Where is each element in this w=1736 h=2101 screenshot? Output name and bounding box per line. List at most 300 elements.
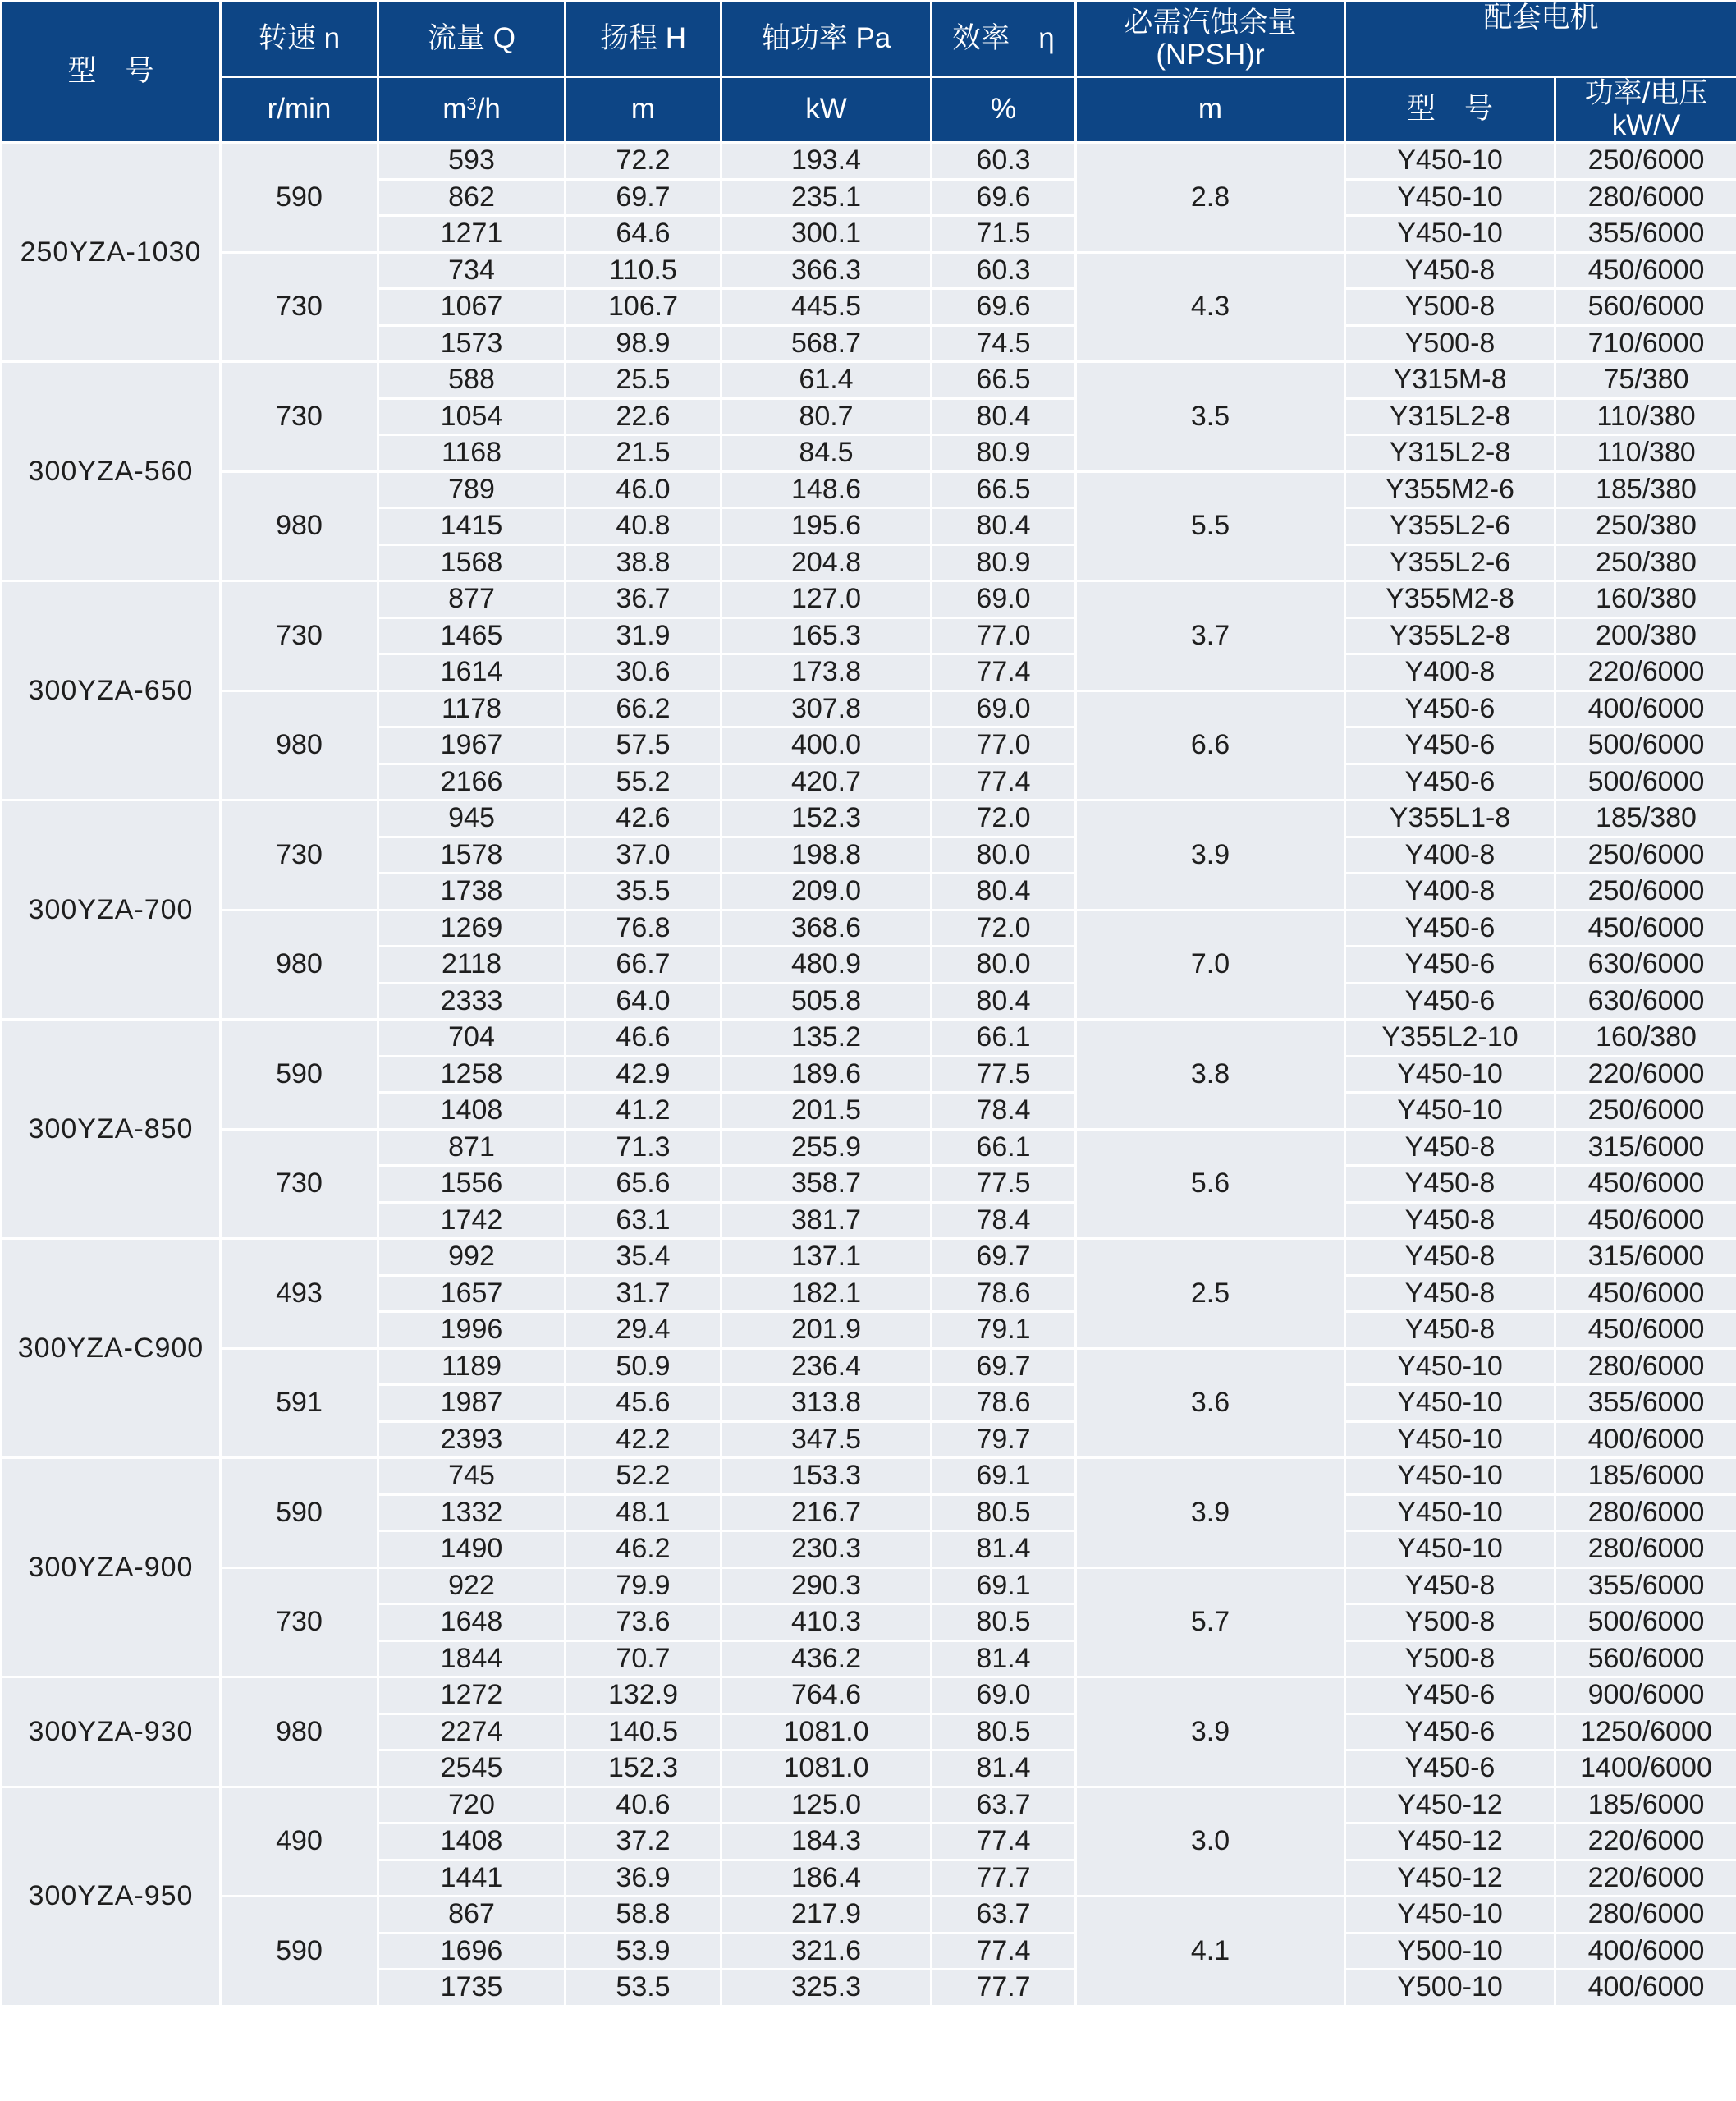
head-cell: 42.2 <box>566 1421 721 1458</box>
header-motor-power-line2: kW/V <box>1611 108 1681 141</box>
efficiency-cell: 80.4 <box>932 508 1076 545</box>
efficiency-cell: 77.0 <box>932 617 1076 654</box>
head-cell: 110.5 <box>566 252 721 289</box>
head-cell: 64.0 <box>566 983 721 1020</box>
shaft-power-cell: 201.5 <box>721 1093 932 1130</box>
shaft-power-cell: 135.2 <box>721 1020 932 1057</box>
shaft-power-cell: 152.3 <box>721 800 932 837</box>
motor-power-cell: 315/6000 <box>1555 1239 1736 1276</box>
motor-power-cell: 400/6000 <box>1555 1421 1736 1458</box>
head-cell: 55.2 <box>566 764 721 800</box>
motor-power-cell: 400/6000 <box>1555 1970 1736 2007</box>
motor-power-cell: 220/6000 <box>1555 1860 1736 1897</box>
npsh-cell: 3.6 <box>1076 1348 1345 1458</box>
speed-cell: 730 <box>221 1129 378 1239</box>
motor-model-cell: Y500-10 <box>1345 1933 1555 1970</box>
head-cell: 36.9 <box>566 1860 721 1897</box>
motor-model-cell: Y355L2-8 <box>1345 617 1555 654</box>
unit-npsh: m <box>1076 77 1345 143</box>
head-cell: 73.6 <box>566 1604 721 1641</box>
motor-model-cell: Y355L2-6 <box>1345 508 1555 545</box>
motor-model-cell: Y450-8 <box>1345 1239 1555 1276</box>
head-cell: 37.0 <box>566 837 721 874</box>
efficiency-cell: 72.0 <box>932 800 1076 837</box>
motor-model-cell: Y450-8 <box>1345 1166 1555 1203</box>
head-cell: 140.5 <box>566 1713 721 1750</box>
motor-power-cell: 500/6000 <box>1555 1604 1736 1641</box>
unit-flow-tail: /h <box>476 93 501 126</box>
flow-cell: 1490 <box>378 1531 566 1568</box>
flow-cell: 1332 <box>378 1494 566 1531</box>
motor-power-cell: 355/6000 <box>1555 1385 1736 1422</box>
table-row <box>2 1567 1736 1604</box>
flow-cell: 720 <box>378 1787 566 1823</box>
efficiency-cell: 69.0 <box>932 690 1076 727</box>
motor-power-cell: 450/6000 <box>1555 252 1736 289</box>
shaft-power-cell: 568.7 <box>721 325 932 362</box>
flow-cell: 745 <box>378 1458 566 1495</box>
flow-cell: 1168 <box>378 435 566 472</box>
motor-model-cell: Y315L2-8 <box>1345 435 1555 472</box>
efficiency-cell: 63.7 <box>932 1897 1076 1934</box>
head-cell: 40.8 <box>566 508 721 545</box>
flow-cell: 1258 <box>378 1056 566 1093</box>
flow-cell: 1054 <box>378 398 566 435</box>
efficiency-cell: 77.7 <box>932 1860 1076 1897</box>
flow-cell: 2166 <box>378 764 566 800</box>
head-cell: 35.4 <box>566 1239 721 1276</box>
shaft-power-cell: 217.9 <box>721 1897 932 1934</box>
speed-cell: 591 <box>221 1348 378 1458</box>
efficiency-cell: 80.5 <box>932 1494 1076 1531</box>
head-cell: 66.7 <box>566 947 721 984</box>
table-row <box>2 1677 1736 1714</box>
head-cell: 25.5 <box>566 362 721 399</box>
header-motor-power-line1: 功率/电压 <box>1584 77 1708 109</box>
table-row <box>2 143 1736 180</box>
speed-cell: 493 <box>221 1239 378 1349</box>
table-row <box>2 252 1736 289</box>
flow-cell: 992 <box>378 1239 566 1276</box>
efficiency-cell: 81.4 <box>932 1750 1076 1787</box>
speed-cell: 730 <box>221 1567 378 1677</box>
motor-power-cell: 710/6000 <box>1555 325 1736 362</box>
efficiency-cell: 77.4 <box>932 764 1076 800</box>
flow-cell: 1408 <box>378 1093 566 1130</box>
motor-model-cell: Y500-8 <box>1345 289 1555 326</box>
efficiency-cell: 80.0 <box>932 837 1076 874</box>
header-shaft-power: 轴功率 Pa <box>721 2 932 77</box>
header-npsh-line2: (NPSH)r <box>1156 38 1265 71</box>
shaft-power-cell: 148.6 <box>721 471 932 508</box>
head-cell: 50.9 <box>566 1348 721 1385</box>
shaft-power-cell: 209.0 <box>721 874 932 911</box>
motor-power-cell: 900/6000 <box>1555 1677 1736 1714</box>
speed-cell: 730 <box>221 252 378 362</box>
speed-cell: 490 <box>221 1787 378 1897</box>
efficiency-cell: 78.4 <box>932 1093 1076 1130</box>
motor-power-cell: 250/6000 <box>1555 1093 1736 1130</box>
efficiency-cell: 78.6 <box>932 1275 1076 1312</box>
flow-cell: 922 <box>378 1567 566 1604</box>
efficiency-cell: 80.5 <box>932 1713 1076 1750</box>
motor-model-cell: Y450-6 <box>1345 983 1555 1020</box>
speed-cell: 980 <box>221 1677 378 1787</box>
table-row <box>2 362 1736 399</box>
motor-model-cell: Y400-8 <box>1345 654 1555 691</box>
flow-cell: 704 <box>378 1020 566 1057</box>
speed-cell: 730 <box>221 800 378 911</box>
npsh-cell: 3.7 <box>1076 581 1345 691</box>
motor-power-cell: 280/6000 <box>1555 1897 1736 1934</box>
head-cell: 53.5 <box>566 1970 721 2007</box>
shaft-power-cell: 198.8 <box>721 837 932 874</box>
flow-cell: 2274 <box>378 1713 566 1750</box>
head-cell: 72.2 <box>566 143 721 180</box>
table-row <box>2 800 1736 837</box>
table-row <box>2 1787 1736 1823</box>
npsh-cell: 3.8 <box>1076 1020 1345 1130</box>
speed-cell: 980 <box>221 471 378 581</box>
speed-cell: 730 <box>221 581 378 691</box>
motor-model-cell: Y450-10 <box>1345 1421 1555 1458</box>
motor-model-cell: Y355M2-8 <box>1345 581 1555 618</box>
efficiency-cell: 77.0 <box>932 727 1076 764</box>
efficiency-cell: 69.1 <box>932 1458 1076 1495</box>
motor-power-cell: 400/6000 <box>1555 1933 1736 1970</box>
model-cell: 300YZA-900 <box>2 1458 221 1677</box>
head-cell: 41.2 <box>566 1093 721 1130</box>
model-cell: 250YZA-1030 <box>2 143 221 362</box>
motor-model-cell: Y450-6 <box>1345 1677 1555 1714</box>
flow-cell: 2545 <box>378 1750 566 1787</box>
header-head: 扬程 H <box>566 2 721 77</box>
header-speed: 转速 n <box>221 2 378 77</box>
efficiency-cell: 63.7 <box>932 1787 1076 1823</box>
unit-shaft-power: kW <box>721 77 932 143</box>
efficiency-cell: 80.9 <box>932 544 1076 581</box>
efficiency-cell: 80.5 <box>932 1604 1076 1641</box>
shaft-power-cell: 137.1 <box>721 1239 932 1276</box>
motor-power-cell: 250/6000 <box>1555 874 1736 911</box>
head-cell: 69.7 <box>566 179 721 216</box>
motor-model-cell: Y500-8 <box>1345 325 1555 362</box>
shaft-power-cell: 366.3 <box>721 252 932 289</box>
shaft-power-cell: 184.3 <box>721 1823 932 1860</box>
header-motor-model: 型 号 <box>1345 77 1555 143</box>
shaft-power-cell: 290.3 <box>721 1567 932 1604</box>
flow-cell: 1441 <box>378 1860 566 1897</box>
motor-power-cell: 500/6000 <box>1555 727 1736 764</box>
flow-cell: 1556 <box>378 1166 566 1203</box>
motor-model-cell: Y315M-8 <box>1345 362 1555 399</box>
shaft-power-cell: 165.3 <box>721 617 932 654</box>
flow-cell: 588 <box>378 362 566 399</box>
efficiency-cell: 69.6 <box>932 289 1076 326</box>
table-row <box>2 1348 1736 1385</box>
motor-power-cell: 450/6000 <box>1555 910 1736 947</box>
efficiency-cell: 78.4 <box>932 1202 1076 1239</box>
flow-cell: 2333 <box>378 983 566 1020</box>
shaft-power-cell: 127.0 <box>721 581 932 618</box>
table-row <box>2 690 1736 727</box>
motor-model-cell: Y315L2-8 <box>1345 398 1555 435</box>
motor-power-cell: 220/6000 <box>1555 1056 1736 1093</box>
shaft-power-cell: 347.5 <box>721 1421 932 1458</box>
motor-power-cell: 315/6000 <box>1555 1129 1736 1166</box>
head-cell: 35.5 <box>566 874 721 911</box>
motor-model-cell: Y450-12 <box>1345 1787 1555 1823</box>
efficiency-cell: 69.1 <box>932 1567 1076 1604</box>
motor-power-cell: 630/6000 <box>1555 947 1736 984</box>
efficiency-cell: 69.7 <box>932 1348 1076 1385</box>
flow-cell: 734 <box>378 252 566 289</box>
npsh-cell: 3.9 <box>1076 1458 1345 1568</box>
flow-cell: 867 <box>378 1897 566 1934</box>
flow-cell: 1568 <box>378 544 566 581</box>
shaft-power-cell: 125.0 <box>721 1787 932 1823</box>
head-cell: 36.7 <box>566 581 721 618</box>
flow-cell: 1272 <box>378 1677 566 1714</box>
speed-cell: 730 <box>221 362 378 472</box>
efficiency-cell: 74.5 <box>932 325 1076 362</box>
shaft-power-cell: 61.4 <box>721 362 932 399</box>
efficiency-cell: 77.4 <box>932 1823 1076 1860</box>
motor-power-cell: 185/380 <box>1555 800 1736 837</box>
flow-cell: 1189 <box>378 1348 566 1385</box>
shaft-power-cell: 480.9 <box>721 947 932 984</box>
shaft-power-cell: 400.0 <box>721 727 932 764</box>
efficiency-cell: 77.4 <box>932 654 1076 691</box>
flow-cell: 1738 <box>378 874 566 911</box>
flow-cell: 1967 <box>378 727 566 764</box>
header-npsh <box>1076 2 1345 77</box>
flow-cell: 1178 <box>378 690 566 727</box>
efficiency-cell: 69.0 <box>932 1677 1076 1714</box>
head-cell: 38.8 <box>566 544 721 581</box>
header-motor: 配套电机 <box>1345 2 1736 77</box>
shaft-power-cell: 410.3 <box>721 1604 932 1641</box>
motor-model-cell: Y450-6 <box>1345 947 1555 984</box>
flow-cell: 1269 <box>378 910 566 947</box>
unit-speed: r/min <box>221 77 378 143</box>
head-cell: 46.2 <box>566 1531 721 1568</box>
table-row <box>2 471 1736 508</box>
table-row <box>2 1458 1736 1495</box>
head-cell: 66.2 <box>566 690 721 727</box>
flow-cell: 2393 <box>378 1421 566 1458</box>
flow-cell: 1996 <box>378 1312 566 1349</box>
motor-power-cell: 450/6000 <box>1555 1312 1736 1349</box>
head-cell: 40.6 <box>566 1787 721 1823</box>
efficiency-cell: 60.3 <box>932 252 1076 289</box>
speed-cell: 590 <box>221 143 378 253</box>
table-body <box>2 143 1736 2007</box>
motor-power-cell: 450/6000 <box>1555 1275 1736 1312</box>
head-cell: 71.3 <box>566 1129 721 1166</box>
unit-flow <box>378 77 566 143</box>
head-cell: 106.7 <box>566 289 721 326</box>
shaft-power-cell: 358.7 <box>721 1166 932 1203</box>
flow-cell: 2118 <box>378 947 566 984</box>
motor-power-cell: 280/6000 <box>1555 1531 1736 1568</box>
shaft-power-cell: 1081.0 <box>721 1713 932 1750</box>
motor-power-cell: 250/6000 <box>1555 837 1736 874</box>
head-cell: 70.7 <box>566 1640 721 1677</box>
head-cell: 21.5 <box>566 435 721 472</box>
motor-model-cell: Y355M2-6 <box>1345 471 1555 508</box>
shaft-power-cell: 445.5 <box>721 289 932 326</box>
motor-model-cell: Y450-8 <box>1345 1202 1555 1239</box>
motor-power-cell: 75/380 <box>1555 362 1736 399</box>
npsh-cell: 3.9 <box>1076 1677 1345 1787</box>
motor-power-cell: 450/6000 <box>1555 1166 1736 1203</box>
flow-cell: 1696 <box>378 1933 566 1970</box>
shaft-power-cell: 420.7 <box>721 764 932 800</box>
flow-cell: 789 <box>378 471 566 508</box>
flow-cell: 1067 <box>378 289 566 326</box>
motor-power-cell: 185/6000 <box>1555 1787 1736 1823</box>
motor-model-cell: Y400-8 <box>1345 874 1555 911</box>
efficiency-cell: 66.5 <box>932 362 1076 399</box>
flow-cell: 1742 <box>378 1202 566 1239</box>
efficiency-cell: 80.0 <box>932 947 1076 984</box>
motor-power-cell: 355/6000 <box>1555 1567 1736 1604</box>
head-cell: 132.9 <box>566 1677 721 1714</box>
unit-efficiency: % <box>932 77 1076 143</box>
flow-cell: 1415 <box>378 508 566 545</box>
head-cell: 57.5 <box>566 727 721 764</box>
npsh-cell: 3.0 <box>1076 1787 1345 1897</box>
shaft-power-cell: 325.3 <box>721 1970 932 2007</box>
header-model: 型 号 <box>2 2 221 143</box>
model-cell: 300YZA-C900 <box>2 1239 221 1458</box>
flow-cell: 871 <box>378 1129 566 1166</box>
model-cell: 300YZA-650 <box>2 581 221 800</box>
shaft-power-cell: 235.1 <box>721 179 932 216</box>
header-efficiency: 效率 η <box>932 2 1076 77</box>
motor-model-cell: Y450-10 <box>1345 143 1555 180</box>
motor-model-cell: Y500-8 <box>1345 1604 1555 1641</box>
shaft-power-cell: 182.1 <box>721 1275 932 1312</box>
motor-model-cell: Y450-8 <box>1345 1312 1555 1349</box>
shaft-power-cell: 1081.0 <box>721 1750 932 1787</box>
motor-model-cell: Y450-8 <box>1345 1275 1555 1312</box>
model-cell: 300YZA-850 <box>2 1020 221 1239</box>
head-cell: 37.2 <box>566 1823 721 1860</box>
motor-model-cell: Y450-10 <box>1345 1531 1555 1568</box>
model-cell: 300YZA-560 <box>2 362 221 581</box>
npsh-cell: 5.7 <box>1076 1567 1345 1677</box>
flow-cell: 1844 <box>378 1640 566 1677</box>
motor-power-cell: 200/380 <box>1555 617 1736 654</box>
motor-model-cell: Y355L2-10 <box>1345 1020 1555 1057</box>
efficiency-cell: 77.5 <box>932 1056 1076 1093</box>
flow-cell: 1648 <box>378 1604 566 1641</box>
motor-power-cell: 160/380 <box>1555 1020 1736 1057</box>
flow-cell: 945 <box>378 800 566 837</box>
flow-cell: 1573 <box>378 325 566 362</box>
flow-cell: 1987 <box>378 1385 566 1422</box>
npsh-cell: 4.3 <box>1076 252 1345 362</box>
flow-cell: 877 <box>378 581 566 618</box>
npsh-cell: 4.1 <box>1076 1897 1345 2007</box>
flow-cell: 1614 <box>378 654 566 691</box>
header-flow: 流量 Q <box>378 2 566 77</box>
shaft-power-cell: 153.3 <box>721 1458 932 1495</box>
motor-power-cell: 560/6000 <box>1555 1640 1736 1677</box>
motor-power-cell: 220/6000 <box>1555 1823 1736 1860</box>
motor-model-cell: Y450-6 <box>1345 764 1555 800</box>
head-cell: 58.8 <box>566 1897 721 1934</box>
npsh-cell: 5.5 <box>1076 471 1345 581</box>
efficiency-cell: 69.0 <box>932 581 1076 618</box>
header-motor-power <box>1555 77 1736 143</box>
table-row <box>2 1239 1736 1276</box>
shaft-power-cell: 195.6 <box>721 508 932 545</box>
shaft-power-cell: 230.3 <box>721 1531 932 1568</box>
npsh-cell: 2.5 <box>1076 1239 1345 1349</box>
efficiency-cell: 69.7 <box>932 1239 1076 1276</box>
efficiency-cell: 78.6 <box>932 1385 1076 1422</box>
efficiency-cell: 80.9 <box>932 435 1076 472</box>
shaft-power-cell: 201.9 <box>721 1312 932 1349</box>
shaft-power-cell: 204.8 <box>721 544 932 581</box>
motor-model-cell: Y450-6 <box>1345 690 1555 727</box>
shaft-power-cell: 80.7 <box>721 398 932 435</box>
motor-power-cell: 450/6000 <box>1555 1202 1736 1239</box>
motor-power-cell: 280/6000 <box>1555 1494 1736 1531</box>
shaft-power-cell: 381.7 <box>721 1202 932 1239</box>
head-cell: 31.9 <box>566 617 721 654</box>
model-cell: 300YZA-930 <box>2 1677 221 1787</box>
speed-cell: 590 <box>221 1458 378 1568</box>
table-header <box>2 2 1736 143</box>
flow-cell: 593 <box>378 143 566 180</box>
motor-power-cell: 280/6000 <box>1555 1348 1736 1385</box>
motor-power-cell: 220/6000 <box>1555 654 1736 691</box>
table-row <box>2 1897 1736 1934</box>
flow-cell: 1271 <box>378 216 566 253</box>
motor-model-cell: Y450-10 <box>1345 1093 1555 1130</box>
efficiency-cell: 79.7 <box>932 1421 1076 1458</box>
motor-model-cell: Y450-8 <box>1345 252 1555 289</box>
motor-power-cell: 500/6000 <box>1555 764 1736 800</box>
efficiency-cell: 81.4 <box>932 1640 1076 1677</box>
efficiency-cell: 80.4 <box>932 874 1076 911</box>
flow-cell: 862 <box>378 179 566 216</box>
motor-power-cell: 185/6000 <box>1555 1458 1736 1495</box>
head-cell: 52.2 <box>566 1458 721 1495</box>
motor-model-cell: Y450-10 <box>1345 1385 1555 1422</box>
shaft-power-cell: 186.4 <box>721 1860 932 1897</box>
motor-model-cell: Y450-6 <box>1345 910 1555 947</box>
motor-model-cell: Y500-8 <box>1345 1640 1555 1677</box>
shaft-power-cell: 505.8 <box>721 983 932 1020</box>
motor-model-cell: Y400-8 <box>1345 837 1555 874</box>
motor-model-cell: Y450-12 <box>1345 1823 1555 1860</box>
head-cell: 152.3 <box>566 1750 721 1787</box>
motor-model-cell: Y450-10 <box>1345 1056 1555 1093</box>
header-npsh-line1: 必需汽蚀余量 <box>1124 7 1297 39</box>
unit-head: m <box>566 77 721 143</box>
speed-cell: 590 <box>221 1020 378 1130</box>
shaft-power-cell: 236.4 <box>721 1348 932 1385</box>
motor-power-cell: 110/380 <box>1555 398 1736 435</box>
shaft-power-cell: 300.1 <box>721 216 932 253</box>
head-cell: 64.6 <box>566 216 721 253</box>
flow-cell: 1408 <box>378 1823 566 1860</box>
